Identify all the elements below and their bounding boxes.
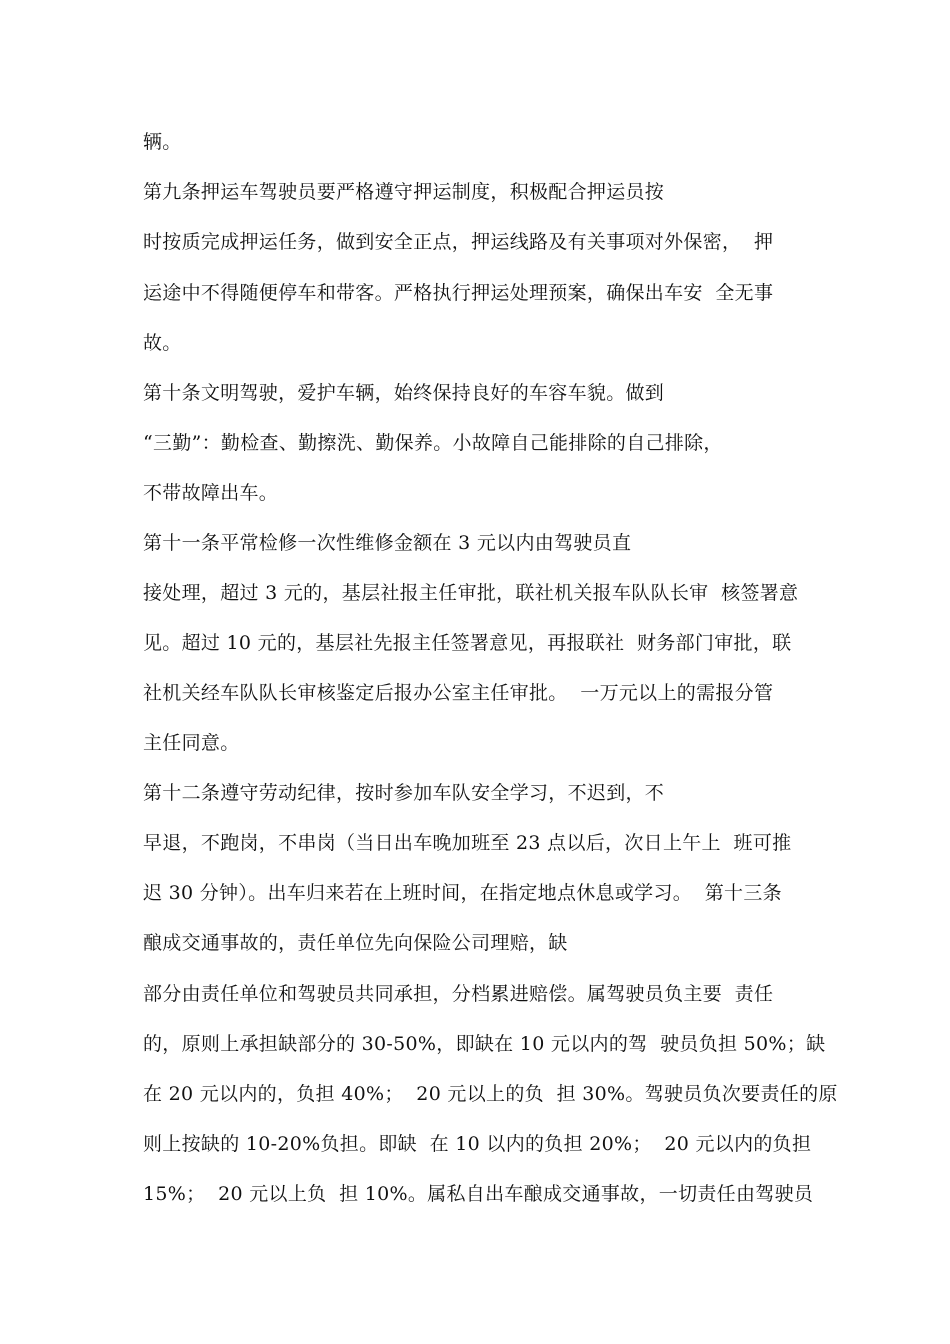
text-line: 的，原则上承担缺部分的 30-50%，即缺在 10 元以内的驾 驶员负担 50%；缺 xyxy=(143,1033,826,1055)
text-line: 15%； 20 元以上负 担 10%。属私自出车酿成交通事故，一切责任由驾驶员 xyxy=(143,1183,814,1205)
text-line: 时按质完成押运任务，做到安全正点，押运线路及有关事项对外保密， 押 xyxy=(143,231,774,253)
text-line: 部分由责任单位和驾驶员共同承担，分档累进赔偿。属驾驶员负主要 责任 xyxy=(143,983,774,1005)
text-line: 第九条押运车驾驶员要严格遵守押运制度，积极配合押运员按 xyxy=(143,181,665,203)
text-line: 在 20 元以内的，负担 40%； 20 元以上的负 担 30%。驾驶员负次要责任的原 xyxy=(143,1083,838,1105)
text-line: 运途中不得随便停车和带客。严格执行押运处理预案，确保出车安 全无事 xyxy=(143,282,774,304)
text-line: 酿成交通事故的，责任单位先向保险公司理赔，缺 xyxy=(143,932,568,954)
text-line: “三勤”：勤检查、勤擦洗、勤保养。小故障自己能排除的自己排除， xyxy=(143,432,723,454)
text-line: 早退，不跑岗，不串岗（当日出车晚加班至 23 点以后，次日上午上 班可推 xyxy=(143,832,792,854)
text-line: 见。超过 10 元的，基层社先报主任签署意见，再报联社 财务部门审批，联 xyxy=(143,632,792,654)
text-line: 辆。 xyxy=(143,131,182,153)
text-line: 社机关经车队队长审核鉴定后报办公室主任审批。 一万元以上的需报分管 xyxy=(143,682,774,704)
text-line: 第十条文明驾驶，爱护车辆，始终保持良好的车容车貌。做到 xyxy=(143,382,665,404)
text-line: 第十二条遵守劳动纪律，按时参加车队安全学习，不迟到，不 xyxy=(143,782,665,804)
text-line: 不带故障出车。 xyxy=(143,482,279,504)
text-line: 第十一条平常检修一次性维修金额在 3 元以内由驾驶员直 xyxy=(143,532,632,554)
text-line: 迟 30 分钟）。出车归来若在上班时间，在指定地点休息或学习。 第十三条 xyxy=(143,882,782,904)
text-line: 接处理，超过 3 元的，基层社报主任审批，联社机关报车队队长审 核签署意 xyxy=(143,582,799,604)
text-line: 主任同意。 xyxy=(143,732,240,754)
text-line: 则上按缺的 10-20%负担。即缺 在 10 以内的负担 20%； 20 元以内的负担 xyxy=(143,1133,812,1155)
text-line: 故。 xyxy=(143,332,182,354)
